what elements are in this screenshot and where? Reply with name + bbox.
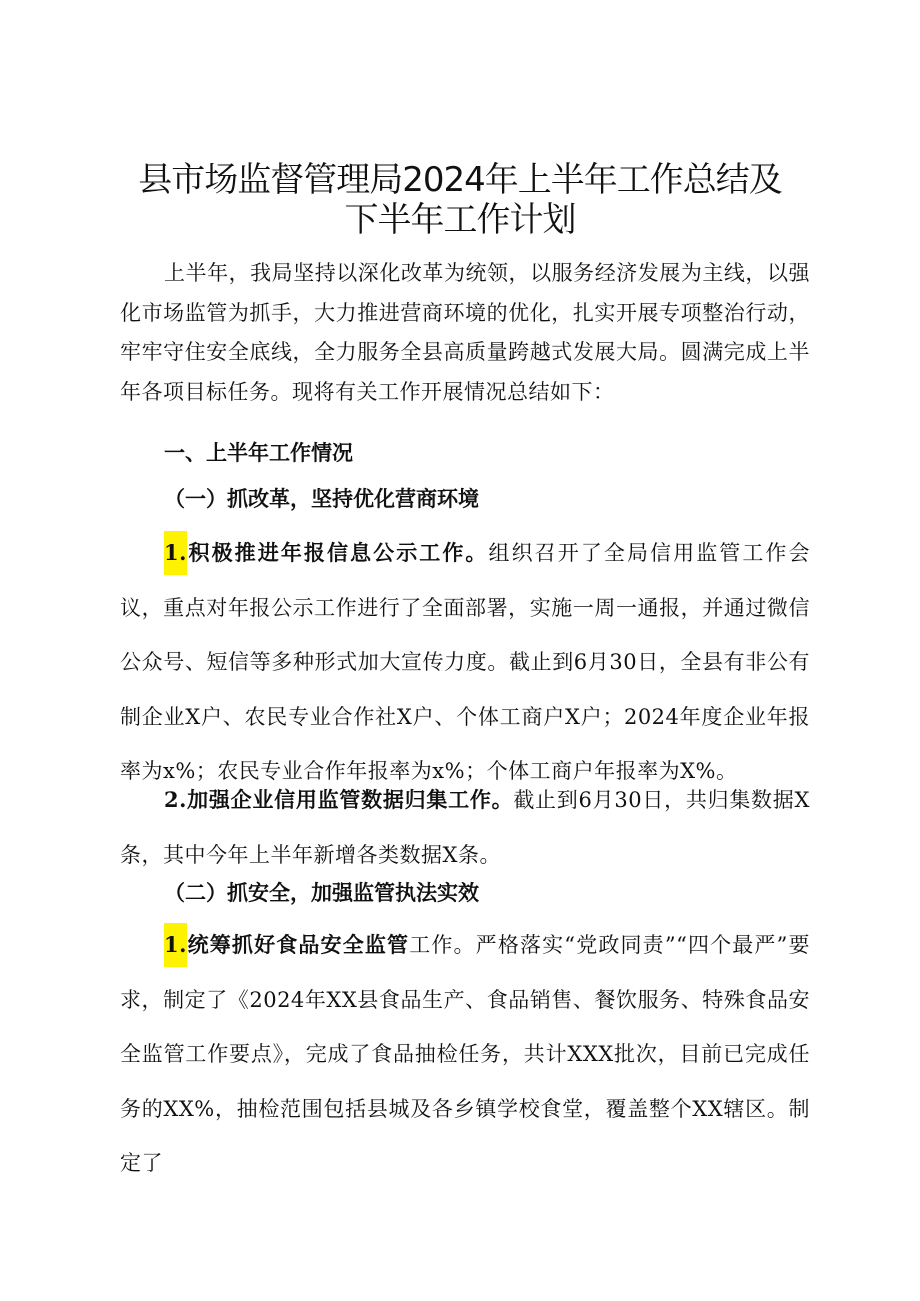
item-body-credit-data: 截止到6月30日，共归集数据X条，其中今年上半年新增各类数据X条。 [120, 788, 810, 867]
subsection-heading-2: （二）抓安全，加强监管执法实效 [164, 880, 479, 905]
item-number: 2. [164, 787, 187, 812]
paragraph-credit-data [120, 773, 810, 882]
section-heading-1: 一、上半年工作情况 [164, 441, 353, 465]
document-title-line-2: 下半年工作计划 [344, 200, 576, 240]
paragraph-food-safety [120, 918, 810, 1191]
item-number-highlighted: 1. [164, 923, 187, 967]
intro-paragraph: 上半年，我局坚持以深化改革为统领，以服务经济发展为主线，以强化市场监管为抓手，大力推进营商环境的优化，扎实开展专项整治行动，牢牢守住安全底线，全力服务全县高质量跨越式发展大局。圆满完成上半年各项目标任务。现将有关工作开展情况总结如下： [120, 261, 810, 404]
subsection-heading-1: （一）抓改革，坚持优化营商环境 [164, 486, 479, 511]
item-number-highlighted: 1. [164, 531, 187, 575]
paragraph-annual-report [120, 526, 810, 799]
document-title-line-1: 县市场监督管理局2024年上半年工作总结及 [138, 160, 782, 200]
item-lead-food-safety: 统筹抓好食品安全监管 [186, 932, 410, 957]
item-body-food-safety: 工作。严格落实“党政同责”“四个最严”要求，制定了《2024年XX县食品生产、食品销售、餐饮服务、特殊食品安全监管工作要点》，完成了食品抽检任务，共计XXX批次，目前已完成任务的XX%，抽检范围包括县城及各乡镇学校食堂，覆盖整个XX辖区。制定了 [120, 933, 810, 1175]
item-lead-credit-data: 加强企业信用监管数据归集工作。 [186, 787, 514, 812]
item-body-annual-report: 组织召开了全局信用监管工作会议，重点对年报公示工作进行了全面部署，实施一周一通报，并通过微信公众号、短信等多种形式加大宣传力度。截止到6月30日，全县有非公有制企业X户、农民专业合作社X户、个体工商户X户；2024年度企业年报率为x%；农民专业合作年报率为x%；个体工商户年报率为X%。 [120, 541, 811, 783]
item-lead-annual-report: 积极推进年报信息公示工作。 [186, 540, 489, 565]
